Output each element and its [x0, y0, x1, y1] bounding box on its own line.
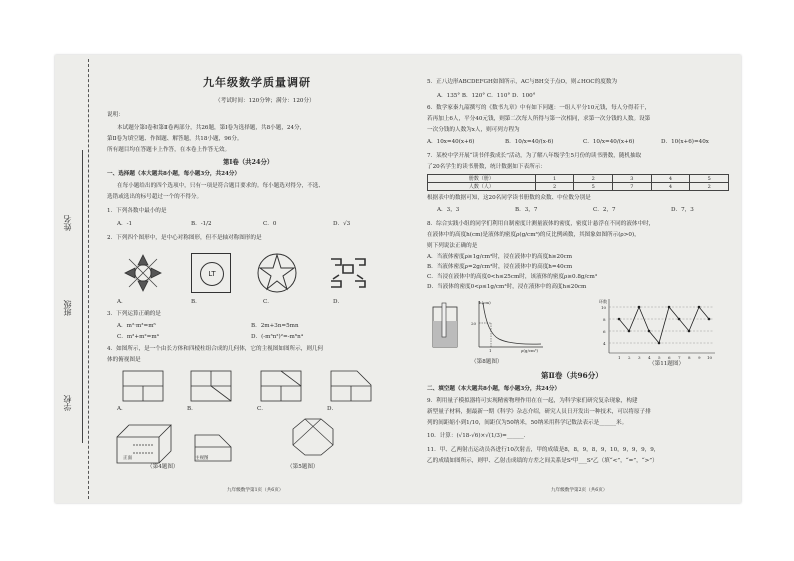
q1-option-d: D．√3	[333, 221, 351, 227]
q1-option-a: A．-1	[117, 221, 133, 227]
question-7-cont: 了20名学生的读书册数，统计数据如下表所示：	[427, 164, 546, 170]
table-cell: 人数（人）	[428, 183, 536, 191]
q7-option-c: C．2，7	[593, 207, 616, 213]
q7-option-a: A．3，3	[437, 207, 460, 213]
name-label: 姓名	[63, 215, 72, 231]
fig11-x-tick: 10	[707, 355, 713, 360]
fig11-caption: （第11题图）	[649, 361, 685, 367]
table-cell: 4	[651, 183, 690, 191]
question-11: 11．甲、乙两射击运动员各进行10次射击，甲的成绩是8，8，9，8，9，10，9，9，9，9，	[427, 447, 660, 453]
question-1: 1．下列各数中最小的是	[107, 208, 167, 214]
q1-option-b: B．-1/2	[191, 221, 212, 227]
question-3: 3．下列运算正确的是	[107, 311, 161, 317]
school-label: 学校	[63, 395, 72, 411]
question-4: 4．如图所示，是一个由长方体和四棱柱组合成的几何体，它的主视图如图所示，则几何	[107, 346, 324, 352]
section-1-desc: 在每小题给出的四个选项中，只有一项是符合题目要求的。每小题选对得分，不选、	[117, 183, 324, 189]
fig11-x-tick: 7	[678, 355, 681, 360]
q6-option-d: D．10(x+6)=40x	[661, 139, 709, 145]
q2-figure-c	[255, 251, 299, 295]
page-1-footer: 九年级数学第1页（共6页）	[227, 488, 284, 493]
question-5: 5．正八边形ABCDEFGH如图所示，AC与BH交于点O，则∠HOC的度数为	[427, 79, 618, 85]
q2-figure-d	[325, 251, 371, 295]
q6-option-c: C．10/x=40/(x+6)	[583, 139, 635, 145]
fig11-x-tick: 6	[668, 355, 671, 360]
q8-option-b: B．当液体密度ρ=2g/cm³时，浸在液体中的高度h=40cm	[427, 264, 573, 270]
cut-line	[88, 59, 89, 499]
q6-option-b: B．10/x=40/(x-6)	[505, 139, 554, 145]
table-row	[428, 183, 729, 191]
class-label: 班级	[63, 300, 72, 316]
table-cell: 5	[574, 183, 613, 191]
q8-option-d: D．当液体的密度0<ρ≤1g/cm³时，浸在液体中的高度h≤20cm	[427, 284, 587, 290]
table-cell: 4	[651, 175, 690, 183]
volume-1-heading: 第Ⅰ卷（共24分）	[223, 158, 274, 166]
fig8-caption: （第8题图）	[471, 359, 503, 365]
fig8-x-label: ρ(g/cm³)	[521, 348, 539, 353]
binding-gutter	[55, 55, 103, 503]
fig11-x-tick: 3	[638, 355, 641, 360]
table-cell: 3	[613, 175, 652, 183]
table-row	[428, 175, 729, 183]
question-8-cont: 在液体中的高度h(cm)是液体的密度ρ(g/cm³)的反比例函数，其图象如图所示(ρ>0)，	[427, 232, 640, 238]
exam-info: （考试时间：120分钟；满分：120分）	[215, 98, 315, 104]
table-cell: 2	[574, 175, 613, 183]
fig11-y-tick: 8	[603, 317, 606, 322]
fig11-x-tick: 4	[648, 355, 651, 360]
question-9-cont: 列的间距缩小到1/10，间距仅为50纳米，50纳米用科学记数法表示是______米。	[427, 420, 628, 426]
q4-label-c: C．	[257, 406, 267, 412]
front-view-label: 正面	[123, 456, 132, 461]
section-1-heading: 一、选择题（本大题共8小题，每小题3分，共24分）	[107, 171, 241, 177]
table-cell: 7	[613, 183, 652, 191]
table-cell: 5	[690, 175, 729, 183]
q2-figure-b	[191, 253, 231, 293]
fig11-x-tick: 5	[658, 355, 661, 360]
page-2	[423, 55, 737, 503]
table-cell: 册数（册）	[428, 175, 536, 183]
volume-2-heading: 第Ⅱ卷（共96分）	[541, 371, 603, 380]
fig4-caption: （第4题图）	[147, 464, 179, 470]
exam-sheet	[55, 55, 741, 503]
note-line: 本试题分第Ⅰ卷和第Ⅱ卷两部分，共26题，第Ⅰ卷为选择题，共8小题，24分，	[117, 125, 306, 131]
fig11-axis-label: 环数	[599, 299, 607, 304]
q5-options: A．135° B．120° C．110° D．100°	[437, 93, 536, 99]
section-1-desc: 选错或选出的标号超过一个的不得分。	[107, 194, 203, 200]
q4-label-a: A．	[117, 406, 127, 412]
notes-heading: 说明：	[107, 112, 124, 118]
q7-option-b: B．3，7	[515, 207, 538, 213]
fig8-y-label: h(cm)	[479, 300, 491, 305]
table-cell: 2	[690, 183, 729, 191]
shooting-chart-figure	[595, 297, 719, 359]
question-2: 2．下列四个图形中，是中心对称图形，但不是轴对称图形的是	[107, 235, 262, 241]
question-6-cont: 若再加上6人，平分40元钱，则第二次每人所得与第一次相同，求第一次分钱的人数。设第	[427, 116, 651, 122]
q2-label-b: B．	[191, 299, 201, 305]
seal-line	[82, 150, 83, 443]
q1-option-c: C．0	[263, 221, 277, 227]
q2-label-d: D．	[333, 299, 344, 305]
exam-title: 九年级数学质量调研	[203, 76, 311, 89]
q3-option-d: D．(-m³n²)²=-m⁶n⁴	[251, 334, 303, 340]
question-6: 6．数学家秦九韶撰写的《数书九章》中有如下问题：一组人平分10元钱，每人分得若干，	[427, 105, 651, 111]
q2-figure-a	[121, 251, 165, 295]
fig8-tick: 20	[471, 321, 477, 326]
q2-figure-b-text: LT	[200, 262, 224, 286]
question-6-cont: 一次分钱的人数为x人，则可列方程为	[427, 127, 520, 133]
note-line: 第Ⅱ卷为填空题、作图题、解答题，共18小题，96分。	[107, 136, 243, 142]
octagon-figure	[283, 415, 343, 463]
q7-option-d: D．7，3	[671, 207, 694, 213]
fig11-x-tick: 1	[618, 355, 621, 360]
question-11-cont: 乙的成绩如图所示，则甲、乙射击成绩的方差之间关系是S²甲___S²乙（填“<”，“=”，“>”）	[427, 458, 658, 464]
fig11-x-tick: 9	[698, 355, 701, 360]
q3-option-c: C．m²+m²=m⁴	[117, 334, 159, 340]
q2-label-c: C．	[263, 299, 273, 305]
q3-option-a: A．m²·m³=m⁶	[117, 323, 156, 329]
table-cell: 2	[535, 183, 574, 191]
question-4-cont: 体的俯视图是	[107, 357, 141, 363]
q4-solid-figure	[113, 417, 243, 469]
q2-label-a: A．	[117, 299, 127, 305]
q3-option-b: B．2m+3n=5mn	[251, 323, 299, 329]
fig8-one: 1	[489, 348, 492, 353]
fig11-y-tick: 4	[603, 341, 606, 346]
books-table	[427, 174, 729, 191]
question-10: 10．计算：(√18-√6)×√(1/3)=______．	[427, 433, 530, 439]
question-8-cont: 则下列说法正确的是	[427, 243, 478, 249]
page-2-footer: 九年级数学第2页（共6页）	[551, 488, 608, 493]
question-7: 7．某校中学开展“读书伴我成长”活动，为了解八年级学生5月份的读书册数，随机抽取	[427, 153, 642, 159]
main-view-label: 主视图	[195, 456, 209, 461]
table-cell: 1	[535, 175, 574, 183]
fig11-x-tick: 8	[688, 355, 691, 360]
fig11-y-tick: 10	[601, 305, 607, 310]
question-8: 8．综合实践小组的同学们利用自制密度计测量液体的密度，密度计悬浮在不同的液体中时，	[427, 221, 655, 227]
q8-option-c: C．当浸在液体中的高度0<h≤25cm时，该液体的密度ρ≥0.8g/cm³	[427, 274, 598, 280]
page-1	[103, 55, 417, 503]
q4-label-d: D．	[327, 406, 338, 412]
question-9-cont: 新型量子材料，据最新一期《科学》杂志介绍，研究人员日开发出一种技术，可以将原子排	[427, 409, 651, 415]
q6-option-a: A．10x=40(x+6)	[427, 139, 475, 145]
hydrometer-figure	[427, 299, 463, 351]
section-2-heading: 二、填空题（本大题共8小题，每小题3分，共24分）	[427, 386, 561, 392]
fig5-caption: （第5题图）	[287, 464, 319, 470]
note-line: 所有题目均在答题卡上作答，在本卷上作答无效。	[107, 147, 231, 153]
q4-label-b: B．	[187, 406, 197, 412]
question-9: 9．利用量子模拟器将可实现精密物理作用在在一起，为科学家们研究复杂现象，构建	[427, 398, 638, 404]
question-7-tail: 根据表中的数据可知，这20名同学读书册数的众数、中位数分别是	[427, 195, 591, 201]
q8-option-a: A．当液体密度ρ≥1g/cm³时，浸在液体中的高度h≥20cm	[427, 254, 573, 260]
q4-options	[117, 367, 377, 403]
fig11-y-tick: 6	[603, 329, 606, 334]
fig11-x-tick: 2	[628, 355, 631, 360]
